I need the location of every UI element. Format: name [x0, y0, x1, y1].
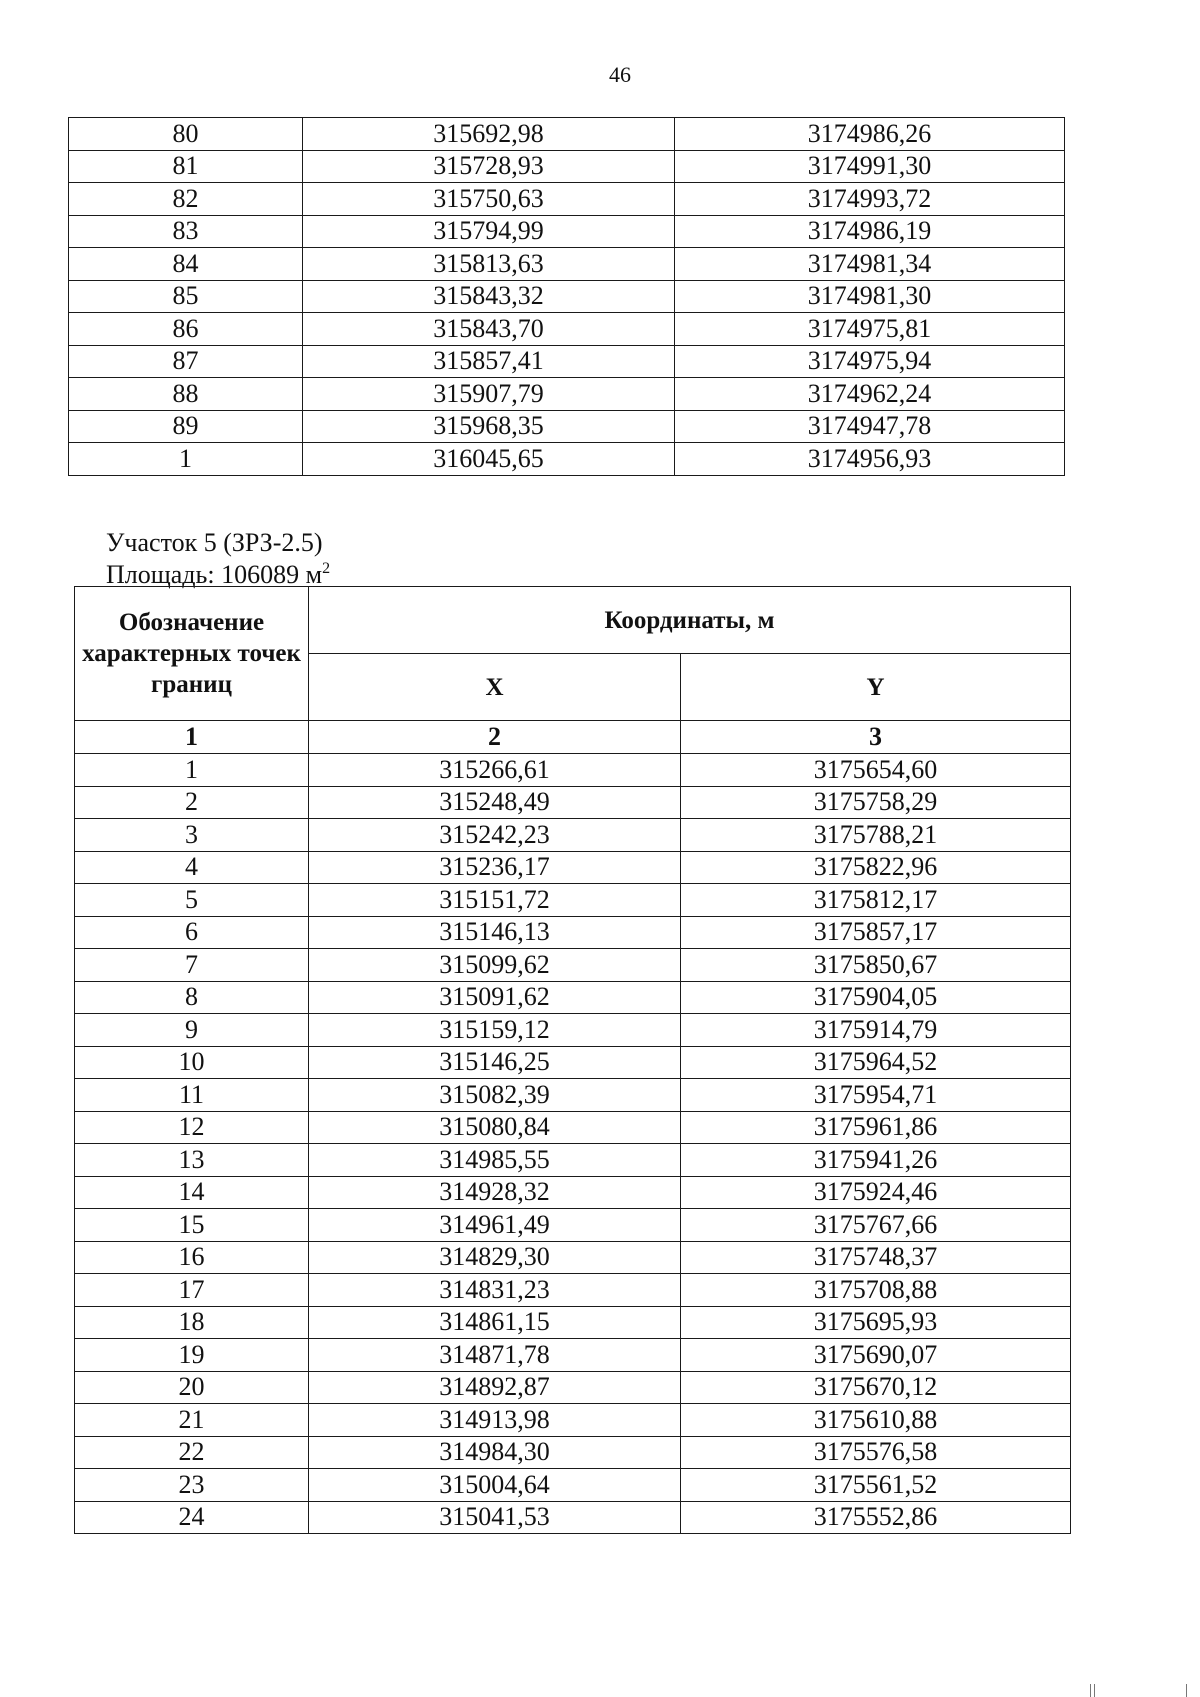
cell-y: 3174947,78 [675, 410, 1065, 443]
table-row [69, 313, 1065, 346]
cell-point: 3 [75, 819, 309, 852]
table-row [69, 150, 1065, 183]
cell-y: 3175954,71 [681, 1079, 1071, 1112]
cell-x: 315968,35 [303, 410, 675, 443]
cell-x: 315813,63 [303, 248, 675, 281]
table-row [75, 1111, 1071, 1144]
plot-area-unit-power: 2 [322, 560, 331, 577]
page-number: 46 [609, 62, 631, 87]
cell-x: 315794,99 [303, 215, 675, 248]
cell-y: 3175812,17 [681, 884, 1071, 917]
cell-point: 84 [69, 248, 303, 281]
cell-x: 314928,32 [309, 1176, 681, 1209]
table-row [75, 1371, 1071, 1404]
cell-x: 315041,53 [309, 1501, 681, 1534]
plot-title: Участок 5 (ЗРЗ-2.5) [106, 528, 323, 557]
cell-x: 315857,41 [303, 345, 675, 378]
cell-point: 12 [75, 1111, 309, 1144]
cell-x: 315146,25 [309, 1046, 681, 1079]
cell-x: 315728,93 [303, 150, 675, 183]
cell-x: 314861,15 [309, 1306, 681, 1339]
cell-point: 14 [75, 1176, 309, 1209]
cell-x: 315146,13 [309, 916, 681, 949]
cell-y: 3175914,79 [681, 1014, 1071, 1047]
cell-y: 3175904,05 [681, 981, 1071, 1014]
cell-point: 89 [69, 410, 303, 443]
cell-x: 315082,39 [309, 1079, 681, 1112]
cell-y: 3175758,29 [681, 786, 1071, 819]
plot-area-label: Площадь: 106089 м [106, 560, 323, 589]
cell-y: 3175822,96 [681, 851, 1071, 884]
cell-point: 24 [75, 1501, 309, 1534]
cell-x: 315750,63 [303, 183, 675, 216]
table-row [75, 916, 1071, 949]
cell-point: 15 [75, 1209, 309, 1242]
cell-y: 3175610,88 [681, 1404, 1071, 1437]
table-row [75, 1241, 1071, 1274]
cell-x: 315091,62 [309, 981, 681, 1014]
table-row [69, 183, 1065, 216]
cell-x: 315692,98 [303, 118, 675, 151]
cell-y: 3175695,93 [681, 1306, 1071, 1339]
table-row [69, 248, 1065, 281]
cell-point: 20 [75, 1371, 309, 1404]
cell-y: 3175561,52 [681, 1469, 1071, 1502]
table-row [69, 410, 1065, 443]
header-point-designation: Обозначение характерных точек границ [75, 587, 309, 721]
cell-y: 3175670,12 [681, 1371, 1071, 1404]
cell-y: 3175850,67 [681, 949, 1071, 982]
cell-y: 3175941,26 [681, 1144, 1071, 1177]
cell-y: 3174962,24 [675, 378, 1065, 411]
plot-coordinates-table [74, 586, 1071, 1534]
cell-y: 3174956,93 [675, 443, 1065, 476]
column-number: 3 [681, 721, 1071, 754]
cell-y: 3174981,34 [675, 248, 1065, 281]
cell-point: 83 [69, 215, 303, 248]
cell-x: 314871,78 [309, 1339, 681, 1372]
cell-point: 80 [69, 118, 303, 151]
cell-point: 82 [69, 183, 303, 216]
cell-point: 4 [75, 851, 309, 884]
table-row [75, 981, 1071, 1014]
table-row [75, 949, 1071, 982]
header-y: Y [681, 654, 1071, 721]
cell-x: 314829,30 [309, 1241, 681, 1274]
table-row [75, 1046, 1071, 1079]
cell-x: 315266,61 [309, 754, 681, 787]
table-row [75, 819, 1071, 852]
cell-x: 315159,12 [309, 1014, 681, 1047]
cell-point: 85 [69, 280, 303, 313]
cell-y: 3175961,86 [681, 1111, 1071, 1144]
table-row [75, 1014, 1071, 1047]
table-row [75, 786, 1071, 819]
cell-y: 3174986,26 [675, 118, 1065, 151]
header-row [75, 587, 1071, 654]
cell-y: 3175748,37 [681, 1241, 1071, 1274]
cell-x: 315004,64 [309, 1469, 681, 1502]
cell-y: 3174991,30 [675, 150, 1065, 183]
scan-marks [1090, 1684, 1190, 1697]
cell-x: 315080,84 [309, 1111, 681, 1144]
cell-point: 1 [69, 443, 303, 476]
continued-coordinates-table [68, 117, 1065, 476]
table-row [75, 1404, 1071, 1437]
cell-point: 5 [75, 884, 309, 917]
continued-table-body [69, 118, 1065, 476]
table-row [75, 754, 1071, 787]
cell-y: 3175924,46 [681, 1176, 1071, 1209]
cell-y: 3174986,19 [675, 215, 1065, 248]
cell-x: 315248,49 [309, 786, 681, 819]
table-row [75, 851, 1071, 884]
cell-point: 2 [75, 786, 309, 819]
table-row [75, 1176, 1071, 1209]
table-row [75, 1501, 1071, 1534]
table-row [69, 215, 1065, 248]
table-row [69, 443, 1065, 476]
cell-y: 3174975,94 [675, 345, 1065, 378]
cell-point: 8 [75, 981, 309, 1014]
cell-x: 315907,79 [303, 378, 675, 411]
cell-point: 16 [75, 1241, 309, 1274]
table-row [75, 1274, 1071, 1307]
cell-point: 11 [75, 1079, 309, 1112]
cell-x: 314984,30 [309, 1436, 681, 1469]
cell-point: 21 [75, 1404, 309, 1437]
cell-x: 315151,72 [309, 884, 681, 917]
cell-y: 3175857,17 [681, 916, 1071, 949]
cell-point: 9 [75, 1014, 309, 1047]
cell-point: 13 [75, 1144, 309, 1177]
cell-x: 314831,23 [309, 1274, 681, 1307]
cell-point: 23 [75, 1469, 309, 1502]
table-header [75, 587, 1071, 754]
cell-y: 3175788,21 [681, 819, 1071, 852]
cell-point: 1 [75, 754, 309, 787]
cell-y: 3175552,86 [681, 1501, 1071, 1534]
cell-x: 316045,65 [303, 443, 675, 476]
table-row [69, 280, 1065, 313]
cell-y: 3174981,30 [675, 280, 1065, 313]
cell-y: 3175964,52 [681, 1046, 1071, 1079]
table-row [75, 1144, 1071, 1177]
cell-point: 7 [75, 949, 309, 982]
table-row [75, 1079, 1071, 1112]
cell-x: 314985,55 [309, 1144, 681, 1177]
cell-x: 315236,17 [309, 851, 681, 884]
cell-point: 18 [75, 1306, 309, 1339]
table-row [69, 378, 1065, 411]
table-row [75, 1209, 1071, 1242]
cell-x: 314892,87 [309, 1371, 681, 1404]
table-row [69, 118, 1065, 151]
cell-point: 19 [75, 1339, 309, 1372]
cell-x: 314961,49 [309, 1209, 681, 1242]
table-row [75, 1306, 1071, 1339]
cell-y: 3175708,88 [681, 1274, 1071, 1307]
cell-y: 3175690,07 [681, 1339, 1071, 1372]
cell-point: 87 [69, 345, 303, 378]
cell-point: 17 [75, 1274, 309, 1307]
cell-y: 3174993,72 [675, 183, 1065, 216]
table-row [69, 345, 1065, 378]
cell-x: 315099,62 [309, 949, 681, 982]
cell-point: 86 [69, 313, 303, 346]
column-number: 2 [309, 721, 681, 754]
column-number-row [75, 721, 1071, 754]
cell-x: 315242,23 [309, 819, 681, 852]
header-x: X [309, 654, 681, 721]
cell-point: 6 [75, 916, 309, 949]
cell-x: 315843,32 [303, 280, 675, 313]
header-coordinates: Координаты, м [309, 587, 1071, 654]
cell-y: 3175576,58 [681, 1436, 1071, 1469]
table-row [75, 1469, 1071, 1502]
column-number: 1 [75, 721, 309, 754]
plot-area [106, 562, 330, 588]
table-row [75, 1436, 1071, 1469]
plot-table-body [75, 754, 1071, 1534]
cell-point: 22 [75, 1436, 309, 1469]
cell-y: 3175654,60 [681, 754, 1071, 787]
cell-point: 88 [69, 378, 303, 411]
cell-point: 81 [69, 150, 303, 183]
cell-y: 3175767,66 [681, 1209, 1071, 1242]
cell-x: 315843,70 [303, 313, 675, 346]
table-row [75, 1339, 1071, 1372]
cell-point: 10 [75, 1046, 309, 1079]
cell-y: 3174975,81 [675, 313, 1065, 346]
cell-x: 314913,98 [309, 1404, 681, 1437]
table-row [75, 884, 1071, 917]
